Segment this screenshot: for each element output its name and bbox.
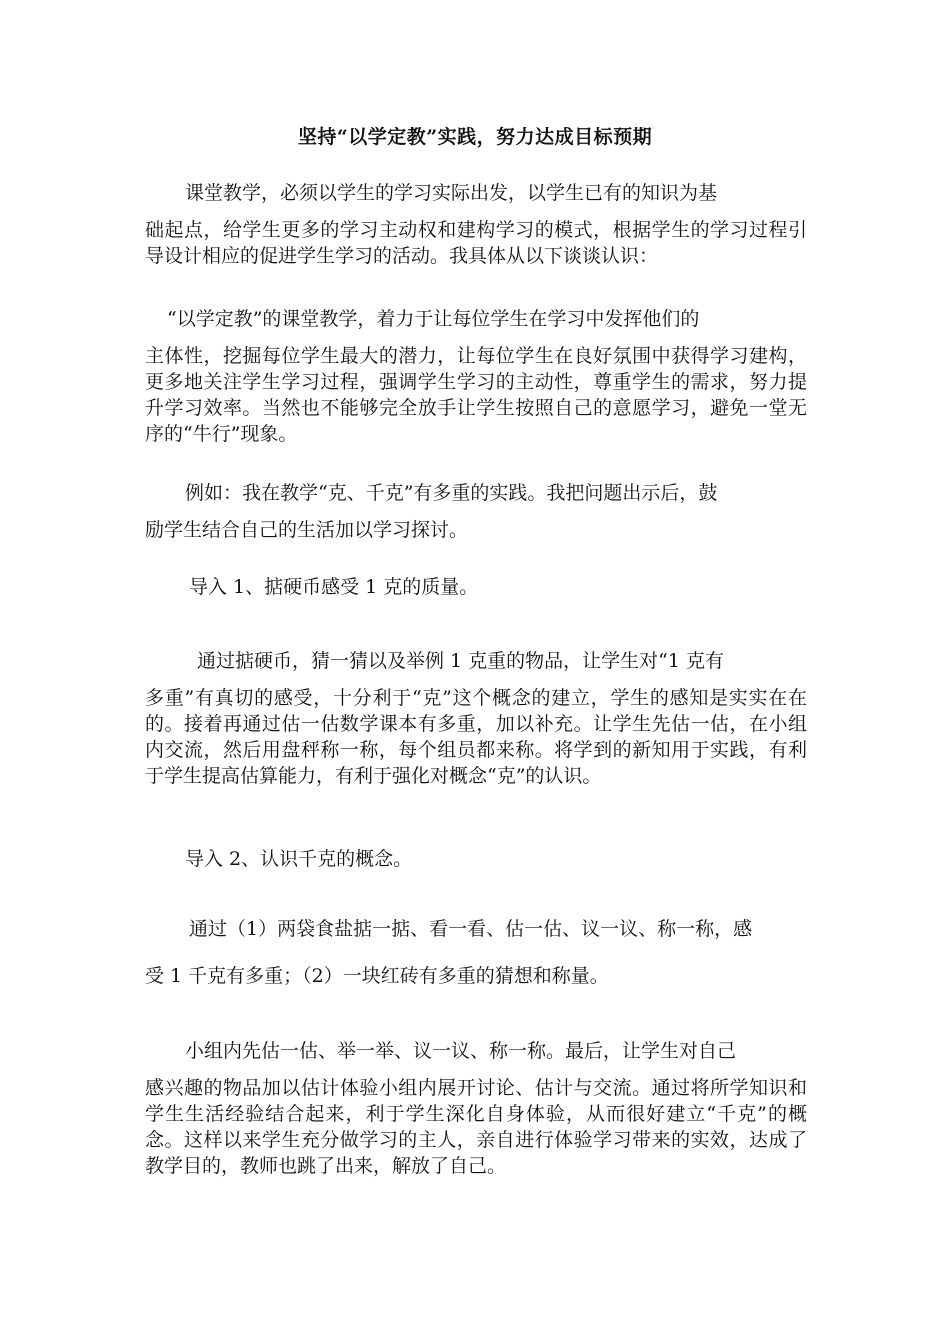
paragraph-3-body: 励学生结合自己的生活加以学习探讨。 (145, 519, 469, 541)
paragraph-2-first-line: “以学定教”的课堂教学，着力于让每位学生在学习中发挥他们的 (167, 308, 700, 330)
paragraph-2 (145, 306, 807, 447)
paragraph-8-first-line: 小组内先估一估、举一举、议一议、称一称。最后，让学生对自己 (185, 1040, 737, 1062)
paragraph-4-first-line: 导入 1、掂硬币感受 1 克的质量。 (189, 576, 479, 598)
paragraph-7-body: 受 1 千克有多重；（2）一块红砖有多重的猜想和称量。 (145, 965, 609, 987)
paragraph-1 (145, 180, 807, 269)
paragraph-5-first-line: 通过掂硬币，猜一猜以及举例 1 克重的物品，让学生对“1 克有 (197, 650, 725, 672)
paragraph-6-first-line: 导入 2、认识千克的概念。 (185, 848, 413, 870)
paragraph-5-body: 多重”有真切的感受，十分利于“克”这个概念的建立，学生的感知是实实在在的。接着再通过估一估数学课本有多重，加以补充。让学生先估一估，在小组内交流，然后用盘秤称一称，每个组员都来称。将学到的新知用于实践，有利于学生提高估算能力，有利于强化对概念“克”的认识。 (145, 687, 807, 787)
paragraph-5 (145, 648, 807, 789)
paragraph-1-body: 础起点，给学生更多的学习主动权和建构学习的模式，根据学生的学习过程引导设计相应的促进学生学习的活动。我具体从以下谈谈认识： (145, 219, 807, 267)
paragraph-8-body: 感兴趣的物品加以估计体验小组内展开讨论、估计与交流。通过将所学知识和学生生活经验结合起来，利于学生深化自身体验，从而很好建立“千克”的概念。这样以来学生充分做学习的主人，亲自进行体验学习带来的实效，达成了教学目的，教师也跳了出来，解放了自己。 (145, 1077, 807, 1177)
document-title: 坚持“以学定教”实践，努力达成目标预期 (297, 126, 653, 148)
paragraph-8 (145, 1038, 807, 1179)
paragraph-7-first-line: 通过（1）两袋食盐掂一掂、看一看、估一估、议一议、称一称，感 (189, 918, 753, 940)
paragraph-4 (145, 574, 807, 611)
paragraph-2-body: 主体性，挖掘每位学生最大的潜力，让每位学生在良好氛围中获得学习建构，更多地关注学生学习过程，强调学生学习的主动性，尊重学生的需求，努力提升学习效率。当然也不能够完全放手让学生按照自己的意愿学习，避免一堂无序的“牛行”现象。 (145, 345, 807, 445)
paragraph-1-first-line: 课堂教学，必须以学生的学习实际出发，以学生已有的知识为基 (185, 182, 718, 204)
paragraph-7 (145, 916, 807, 989)
paragraph-6 (145, 846, 807, 883)
paragraph-3 (145, 480, 807, 543)
paragraph-3-first-line: 例如：我在教学“克、千克”有多重的实践。我把问题出示后，鼓 (185, 482, 718, 504)
